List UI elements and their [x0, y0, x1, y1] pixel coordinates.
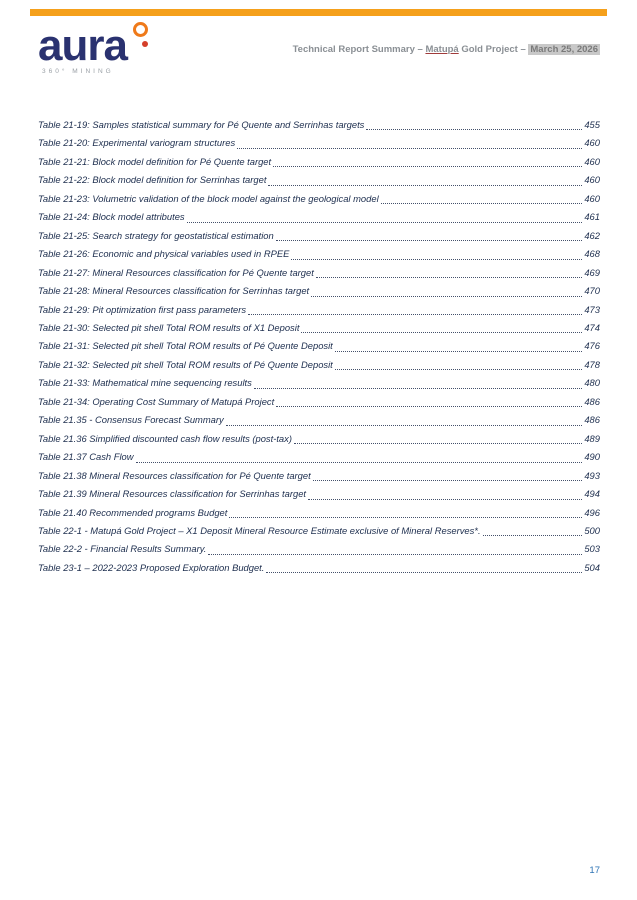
toc-entry-page: 468	[584, 248, 600, 260]
toc-entry-page: 480	[584, 377, 600, 389]
toc-entry-label: Table 21-29: Pit optimization first pass parameters	[38, 303, 247, 315]
toc-entry-label: Table 21-34: Operating Cost Summary of Matupá Project	[38, 395, 275, 407]
dotted-leader	[291, 259, 582, 260]
toc-entry	[38, 467, 600, 485]
dotted-leader	[136, 462, 583, 463]
toc-entry-label: Table 21-21: Block model definition for Pé Quente target	[38, 155, 272, 167]
dotted-leader	[208, 554, 582, 555]
toc-entry-page: 460	[584, 192, 600, 204]
toc-entry-label: Table 21-19: Samples statistical summary for Pé Quente and Serrinhas targets	[38, 119, 365, 130]
toc-entry-label: Table 21-23: Volumetric validation of the block model against the geological model	[38, 192, 379, 204]
toc-entry	[38, 393, 600, 411]
logo-ring-icon	[133, 22, 148, 37]
header-project-name: Matupá	[425, 44, 459, 55]
toc-entry-page: 476	[584, 340, 600, 352]
toc-entry	[38, 504, 600, 522]
toc-entry	[38, 411, 600, 429]
header-title-mid: Gold Project –	[458, 44, 529, 55]
toc-entry	[38, 301, 600, 319]
toc-entry-label: Table 21.39 Mineral Resources classification for Serrinhas target	[38, 488, 307, 500]
document-header	[293, 44, 600, 55]
toc-entry-label: Table 21-31: Selected pit shell Total ROM results of Pé Quente Deposit	[38, 340, 333, 352]
dotted-leader	[187, 222, 583, 223]
toc-entry-page: 503	[584, 543, 600, 555]
toc-entry-page: 486	[584, 414, 600, 426]
toc-entry	[38, 448, 600, 466]
toc-entry	[38, 430, 600, 448]
toc-entry-label: Table 21-32: Selected pit shell Total ROM results of Pé Quente Deposit	[38, 358, 333, 370]
toc-entry-page: 474	[584, 321, 600, 333]
dotted-leader	[226, 425, 583, 426]
toc-entry-page: 489	[584, 432, 600, 444]
dotted-leader	[316, 277, 583, 278]
toc-entry-label: Table 22-2 - Financial Results Summary.	[38, 543, 207, 555]
toc-entry	[38, 337, 600, 355]
dotted-leader	[301, 332, 582, 333]
dotted-leader	[268, 185, 582, 186]
toc-entry-page: 504	[584, 561, 600, 573]
toc-entry	[38, 522, 600, 540]
dotted-leader	[311, 296, 582, 297]
toc-entry	[38, 208, 600, 226]
toc-entry-page: 490	[584, 451, 600, 463]
toc-entry-page: 470	[584, 285, 600, 297]
toc-entry	[38, 374, 600, 392]
top-accent-bar	[30, 9, 607, 16]
toc-entry	[38, 171, 600, 189]
dotted-leader	[294, 443, 582, 444]
toc-entry-label: Table 21.37 Cash Flow	[38, 451, 134, 463]
toc-entry-page: 460	[584, 137, 600, 149]
toc-entry-page: 493	[584, 469, 600, 481]
toc-entry	[38, 540, 600, 558]
toc-entry-label: Table 21.38 Mineral Resources classification for Pé Quente target	[38, 469, 311, 481]
toc-entry-label: Table 21-30: Selected pit shell Total ROM results of X1 Deposit	[38, 321, 300, 333]
toc-entry	[38, 559, 600, 577]
toc-entry	[38, 245, 600, 263]
toc-entry-page: 496	[584, 506, 600, 518]
toc-entry-label: Table 21-33: Mathematical mine sequencing results	[38, 377, 252, 389]
dotted-leader	[276, 240, 583, 241]
dotted-leader	[276, 406, 582, 407]
logo-tagline: 360° MINING	[42, 68, 114, 75]
logo-dot-icon	[142, 41, 148, 47]
toc-entry	[38, 282, 600, 300]
logo-row	[38, 21, 148, 70]
dotted-leader	[483, 535, 583, 536]
dotted-leader	[266, 572, 582, 573]
toc-entry-label: Table 21.35 - Consensus Forecast Summary	[38, 414, 224, 426]
toc-entry-page: 462	[584, 229, 600, 241]
toc-entry-label: Table 22-1 - Matupá Gold Project – X1 Deposit Mineral Resource Estimate exclusive of Mineral Reserves*.	[38, 524, 481, 536]
dotted-leader	[313, 480, 583, 481]
toc-entry	[38, 356, 600, 374]
toc-entry-page: 486	[584, 395, 600, 407]
dotted-leader	[381, 203, 583, 204]
toc-list	[38, 116, 600, 577]
toc-entry-page: 460	[584, 155, 600, 167]
header-date-field: March 25, 2026	[530, 44, 598, 55]
toc-entry-label: Table 21.36 Simplified discounted cash flow results (post-tax)	[38, 432, 292, 444]
toc-entry-page: 460	[584, 174, 600, 186]
dotted-leader	[237, 148, 582, 149]
toc-entry-label: Table 23-1 – 2022-2023 Proposed Exploration Budget.	[38, 561, 265, 573]
toc-entry-page: 478	[584, 358, 600, 370]
toc-entry-label: Table 21-22: Block model definition for Serrinhas target	[38, 174, 267, 186]
toc-entry-page: 469	[584, 266, 600, 278]
toc-entry-label: Table 21.40 Recommended programs Budget	[38, 506, 228, 518]
toc-entry	[38, 227, 600, 245]
dotted-leader	[229, 517, 582, 518]
toc-entry	[38, 190, 600, 208]
toc-entry	[38, 153, 600, 171]
toc-entry-page: 455	[584, 119, 600, 130]
toc-entry	[38, 264, 600, 282]
dotted-leader	[366, 129, 582, 130]
toc-entry-label: Table 21-25: Search strategy for geostatistical estimation	[38, 229, 274, 241]
dotted-leader	[254, 388, 583, 389]
toc-entry-label: Table 21-24: Block model attributes	[38, 211, 185, 223]
header-title-prefix: Technical Report Summary –	[292, 44, 426, 55]
toc-entry-label: Table 21-20: Experimental variogram structures	[38, 137, 236, 149]
toc-entry-label: Table 21-28: Mineral Resources classification for Serrinhas target	[38, 285, 310, 297]
logo-wordmark: aura	[38, 21, 127, 70]
toc-entry-page: 473	[584, 303, 600, 315]
toc-entry	[38, 134, 600, 152]
logo-mark-icon	[133, 22, 148, 47]
toc-entry-label: Table 21-26: Economic and physical variables used in RPEE	[38, 248, 290, 260]
toc-entry-label: Table 21-27: Mineral Resources classification for Pé Quente target	[38, 266, 314, 278]
dotted-leader	[335, 369, 583, 370]
page-number: 17	[589, 865, 600, 876]
aura-logo	[38, 21, 148, 75]
toc-entry-page: 500	[584, 524, 600, 536]
toc-entry-page: 461	[584, 211, 600, 223]
toc-entry	[38, 319, 600, 337]
dotted-leader	[273, 166, 582, 167]
dotted-leader	[248, 314, 582, 315]
toc-entry-page: 494	[584, 488, 600, 500]
toc-entry	[38, 116, 600, 134]
dotted-leader	[308, 499, 582, 500]
dotted-leader	[335, 351, 583, 352]
toc-entry	[38, 485, 600, 503]
